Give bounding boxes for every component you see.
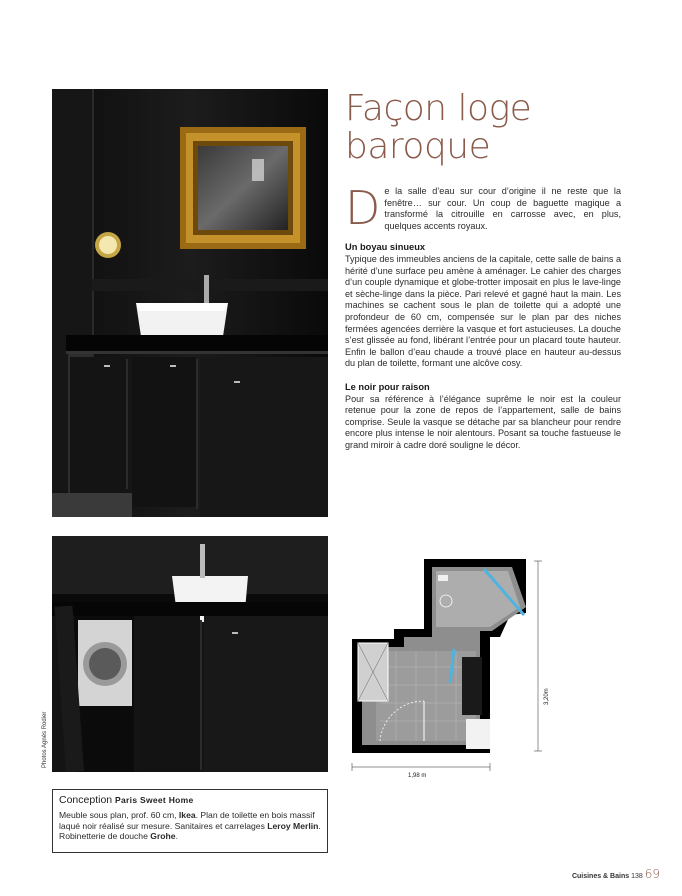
section-heading-2: Le noir pour raison (345, 381, 430, 392)
designer-name: Paris Sweet Home (115, 795, 194, 805)
drop-cap: D (345, 181, 381, 235)
bathroom-photo-main (52, 89, 328, 517)
section-text-2: Pour sa référence à l’élégance suprême le noir est la couleur retenue pour la zone de repos de l’appartement, salle de bains comprise. Seule la vasque se détache par sa blancheur pour rendre encore plus intense le noir alentours. Posant sa touche fastueuse le grand miroir à cadre doré souligne le décor. (345, 393, 621, 450)
floor-plan (340, 555, 580, 840)
photo-credit: Photos Agnès Rodier (42, 711, 48, 768)
page-footer (572, 867, 660, 881)
credits-text: Meuble sous plan, prof. 60 cm, Ikea. Plan de toilette en bois massif laqué noir réalisé sur mesure. Sanitaires et carrelages Leroy Merlin. Robinetterie de douche Grohe. (59, 810, 321, 842)
section-text-1: Typique des immeubles anciens de la capitale, cette salle de bains a hérité d’une surface peu amène à aménager. Le cahier des charges d’un couple dynamique et globe-trotter imposait en plus le lave-linge et sèche-linge dans la pièce. Pari relevé et gagné haut la main. Les machines se cachent sous le plan de toilette qui a adopté une profondeur de 60 cm, compensée sur le plan par des niches fermées agencées derrière la vasque et fort astucieuses. La douche s’est glissée au fond, libérant l’entrée pour un placard toute hauteur. Enfin le ballon d’eau chaude a trouvé place en hauteur au-dessus du plan de toilette, formant une alcôve cosy. (345, 253, 622, 369)
title-line-2: baroque (345, 126, 491, 167)
brand-ikea: Ikea (178, 810, 196, 820)
plan-width-label: 1,98 m (408, 773, 427, 779)
article-body (345, 181, 622, 463)
bathroom-photo-washer (52, 536, 328, 772)
title-line-1: Façon loge (345, 88, 532, 129)
article-title (345, 90, 645, 166)
credits-label: Conception (59, 794, 113, 806)
credits-box (52, 789, 328, 853)
brand-leroy-merlin: Leroy Merlin (267, 820, 319, 831)
section-heading-1: Un boyau sinueux (345, 242, 426, 253)
issue-number: 138 (631, 873, 643, 880)
brand-grohe: Grohe (150, 831, 176, 842)
credits-heading (59, 794, 321, 806)
intro-paragraph (345, 181, 621, 235)
magazine-name: Cuisines & Bains (571, 873, 630, 880)
page-number: 69 (644, 867, 660, 881)
plan-height-label: 3,20m (544, 688, 550, 705)
intro-text: e la salle d’eau sur cour d’origine il ne reste que la fenêtre… sur cour. Un coup de baguette magique a transformé la citrouille en carrosse avec, en plus, quelques accents royaux. (384, 186, 621, 231)
